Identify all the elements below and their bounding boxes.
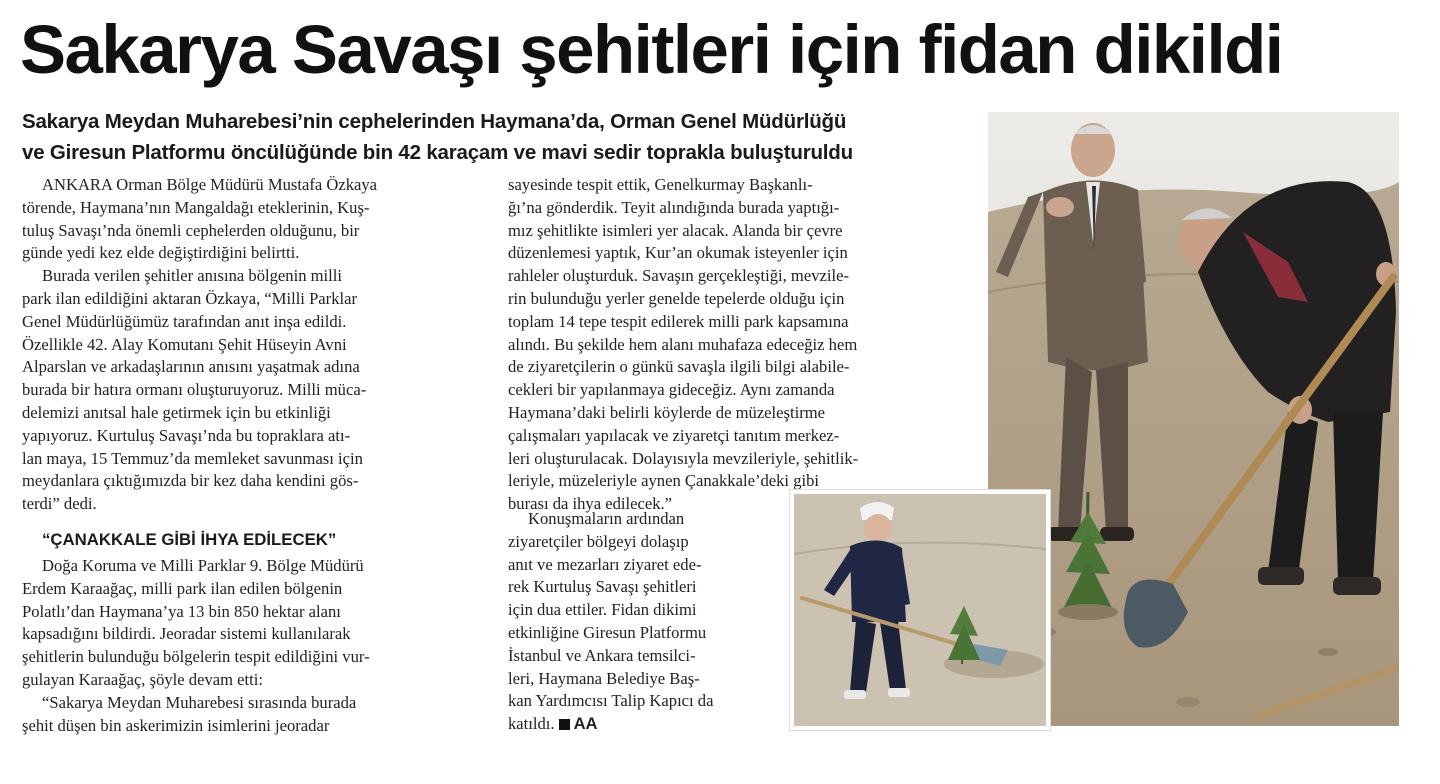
text-line: ANKARA Orman Bölge Müdürü Mustafa Özkaya [42,175,378,194]
text-line: ziyaretçiler bölgeyi dolaşıp [508,531,689,551]
text-line: İstanbul ve Ankara temsilci- [508,645,696,665]
paragraph [508,174,960,516]
text-line: düzenlemesi yaptık, Kur’an okumak isteyenler için [508,243,848,263]
text-line: Polatlı’dan Haymana’ya 13 bin 850 hektar alanı [22,601,341,621]
text-line: rahleler oluşturduk. Savaşın gerçekleştiği, mevzile- [508,266,849,286]
inset-photo [790,490,1050,730]
text-line: terdi” dedi. [22,494,97,514]
inset-photo-illustration [794,494,1046,726]
paragraph [22,174,466,265]
text-line: Genel Müdürlüğümüz tarafından anıt inşa edildi. [22,311,347,331]
text-line: mız şehitlikte isimleri yer alacak. Alanda bir çevre [508,220,843,240]
deck-line: ve Giresun Platformu öncülüğünde bin 42 karaçam ve mavi sedir toprakla buluşturuldu [22,141,853,164]
paragraph [508,508,780,736]
text-line: meydanlara çıktığımızda bir kez daha kendini gös- [22,471,359,491]
paragraph [22,692,466,738]
text-line: kan Yardımcısı Talip Kapıcı da [508,691,714,711]
paragraph [22,265,466,516]
text-line: alındı. Bu şekilde hem alanı muhafaza edeceğiz hem [508,334,858,354]
text-line: Erdem Karaağaç, milli park ilan edilen bölgenin [22,578,343,598]
deck [22,106,982,168]
text-line: de ziyaretçilerin o günkü savaşla ilgili bilgi alabile- [508,357,850,377]
text-line: törende, Haymana’nın Mangaldağı eteklerinin, Kuş- [22,197,370,217]
text-line: gulayan Karaağaç, şöyle devam etti: [22,669,263,689]
text-line: Alparslan ve arkadaşlarının anısını yaşatmak adına [22,357,360,377]
text-line: şehitlerin bulunduğu bölgelerin tespit edildiğini vur- [22,647,370,667]
text-line: Doğa Koruma ve Milli Parklar 9. Bölge Müdürü [42,555,364,575]
text-line: için dua ettiler. Fidan dikimi [508,600,697,620]
text-line: burası da ihya edilecek.” [508,494,673,514]
text-line: leri oluşturulacak. Dolayısıyla mevzileriyle, şehitlik- [508,448,859,468]
text-line: günde yedi kez elde değiştirdiğini belirtti. [22,243,300,263]
text-line: tuluş Savaşı’nda önemli cephelerden olduğunu, bir [22,220,360,240]
text-line: anıt ve mezarları ziyaret ede- [508,554,702,574]
text-line: burada bir hatıra ormanı oluşturuyoruz. Milli mücа- [22,380,367,400]
column-3 [508,508,780,736]
text-line: Burada verilen şehitler anısına bölgenin milli [42,266,342,286]
headline: Sakarya Savaşı şehitleri için fidan dikildi [20,11,1283,88]
text-line: rek Kurtuluş Savaşı şehitleri [508,577,697,597]
deck-line: Sakarya Meydan Muharebesi’nin cephelerinden Haymana’da, Orman Genel Müdürlüğü [22,110,847,133]
column-1 [22,174,466,737]
text-line: park ilan edildiğini aktaran Özkaya, “Milli Parklar [22,288,357,308]
text-line: Konuşmaların ardından [528,509,685,528]
text-line: Özellikle 42. Alay Komutanı Şehit Hüseyin Avni [22,334,347,354]
text-line: toplam 14 tepe tespit edilerek milli park kapsamına [508,311,849,331]
text-line: leriyle, müzeleriyle aynen Çanakkale’deki gibi [508,471,820,491]
text-line: leri, Haymana Belediye Baş- [508,668,700,688]
text-line [508,713,780,736]
text-line: yapıyoruz. Kurtuluş Savaşı’nda bu topraklara atı- [22,425,351,445]
text-line: şehit düşen bin askerimizin isimlerini jeoradar [22,715,330,735]
text-line: Haymana’daki belirli köylerde de müzeleştirme [508,402,825,422]
paragraph [22,555,466,692]
text-line: rin bulunduğu yerler genelde tepelerde olduğu için [508,288,845,308]
text-line: ğı’na gönderdik. Teyit alındığında burada yaptığı- [508,197,840,217]
subheading: “ÇANAKKALE GİBİ İHYA EDİLECEK” [42,529,337,549]
text-line: delemizi anıtsal hale getirmek için bu etkinliği [22,402,331,422]
column-2 [508,174,960,516]
text-line: sayesinde tespit ettik, Genelkurmay Başkanlı- [508,175,813,194]
text-line: çalışmaları yapılacak ve ziyaretçi tanıtım merkez- [508,425,840,445]
text-line: kapsadığını bildirdi. Jeoradar sistemi kullanılarak [22,624,351,644]
text-line: “Sakarya Meydan Muharebesi sırasında burada [42,692,357,712]
agency-signature: AA [573,714,598,734]
closing-text: katıldı. [508,714,555,734]
text-line: cekleri bir yapılanmaya gideceğiz. Aynı zamanda [508,380,835,400]
text-line: etkinliğine Giresun Platformu [508,622,707,642]
end-mark-icon [559,719,570,730]
text-line: lan maya, 15 Temmuz’da memleket savunması için [22,448,363,468]
